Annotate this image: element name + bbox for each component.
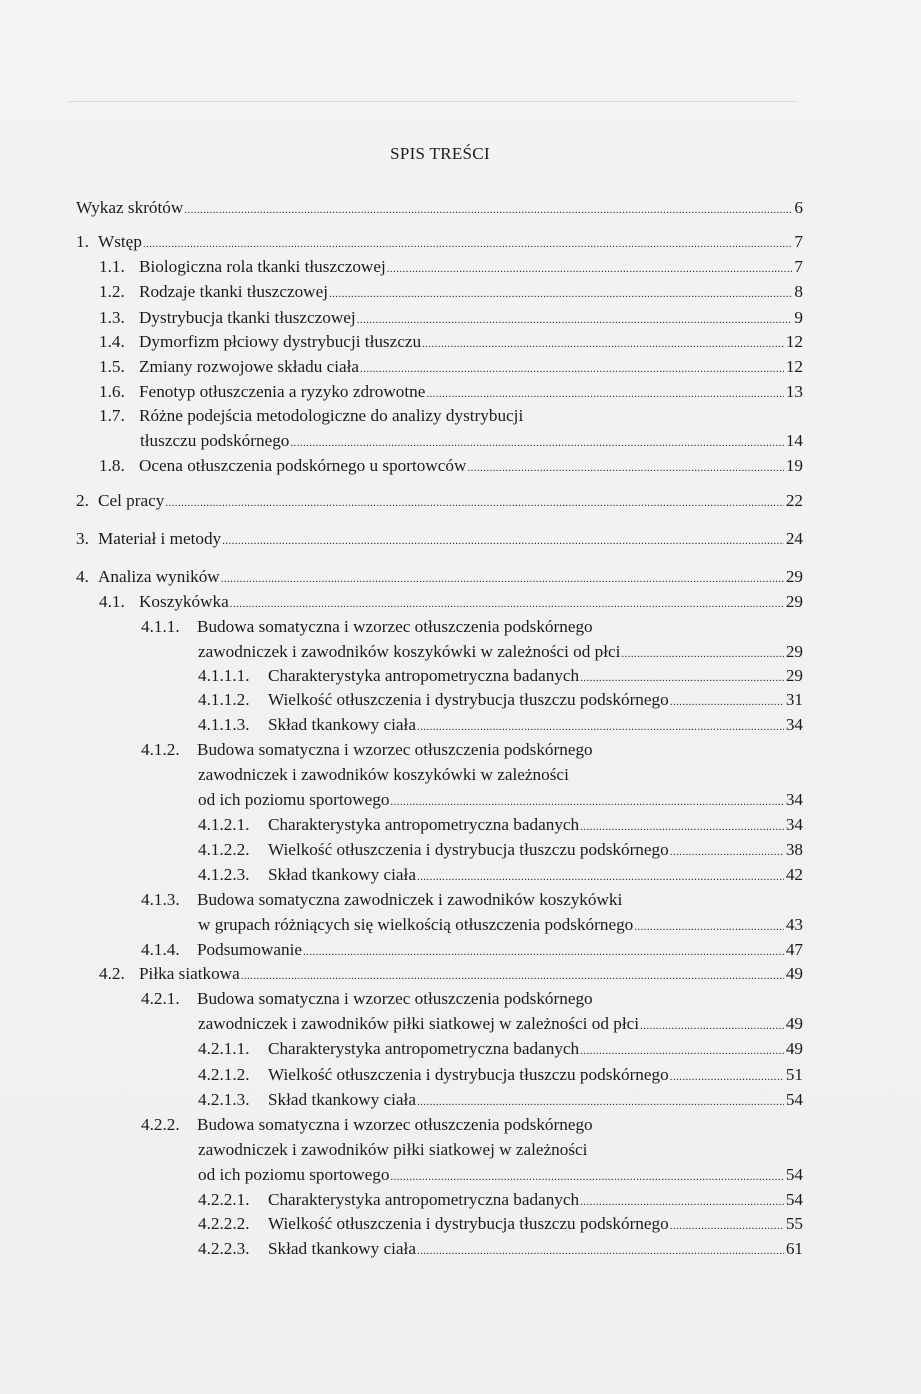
toc-entry <box>76 527 803 551</box>
toc-entry-title: Fenotyp otłuszczenia a ryzyko zdrowotne <box>139 382 426 401</box>
toc-entry-title: od ich poziomu sportowego <box>198 790 390 809</box>
toc-entry <box>140 429 803 453</box>
toc-entry-page-number: 38 <box>785 840 803 859</box>
toc-entry-title: Charakterystyka antropometryczna badanych <box>268 815 580 834</box>
toc-entry-number: 4.2.1. <box>141 989 180 1008</box>
toc-entry-number: 4.1.1.1. <box>198 666 250 685</box>
toc-entry <box>198 1237 803 1261</box>
dot-leader <box>360 357 784 381</box>
toc-entry-title: Charakterystyka antropometryczna badanych <box>268 666 580 685</box>
toc-entry-page-number: 49 <box>785 964 803 983</box>
toc-entry-title: zawodniczek i zawodników koszykówki w zależności od płci <box>198 642 621 661</box>
toc-entry-number: 4.1.3. <box>141 890 180 909</box>
toc-entry-title: Skład tkankowy ciała <box>268 1090 416 1109</box>
toc-entry-title: Materiał i metody <box>98 529 222 548</box>
toc-entry-title: Budowa somatyczna i wzorzec otłuszczenia podskórnego <box>197 617 593 636</box>
toc-entry <box>76 196 803 220</box>
toc-entry <box>198 763 803 787</box>
toc-entry-number: 4.2.2.1. <box>198 1190 250 1209</box>
toc-entry-title: Koszykówka <box>139 592 229 611</box>
toc-entry-page-number: 14 <box>785 431 803 450</box>
toc-entry-title: Budowa somatyczna i wzorzec otłuszczenia podskórnego <box>197 740 593 759</box>
dot-leader <box>241 964 784 988</box>
toc-entry-number: 1. <box>76 232 89 251</box>
dot-leader <box>329 282 792 306</box>
dot-leader <box>670 690 784 714</box>
toc-entry <box>99 404 803 428</box>
toc-entry-page-number: 55 <box>785 1214 803 1233</box>
toc-entry-title: zawodniczek i zawodników koszykówki w zależności <box>198 765 569 784</box>
toc-entry-title: Budowa somatyczna zawodniczek i zawodników koszykówki <box>197 890 623 909</box>
toc-entry-number: 4.1.2.3. <box>198 865 250 884</box>
toc-entry-page-number: 54 <box>785 1165 803 1184</box>
toc-entry-number: 4.1.1. <box>141 617 180 636</box>
toc-entry <box>141 987 803 1011</box>
dot-leader <box>290 431 783 455</box>
dot-leader <box>184 198 792 222</box>
toc-entry-title: Wielkość otłuszczenia i dystrybucja tłuszczu podskórnego <box>268 1214 669 1233</box>
toc-entry-number: 4.2. <box>99 964 125 983</box>
toc-entry-title: Różne podejścia metodologiczne do analizy dystrybucji <box>139 406 524 425</box>
toc-entry <box>198 788 803 812</box>
toc-entry <box>198 713 803 737</box>
toc-entry-page-number: 29 <box>785 642 803 661</box>
toc-entry <box>141 615 803 639</box>
toc-entry-title: Wielkość otłuszczenia i dystrybucja tłuszczu podskórnego <box>268 840 669 859</box>
toc-entry <box>99 280 803 304</box>
dot-leader <box>417 715 784 739</box>
toc-entry <box>99 590 803 614</box>
toc-entry-title: od ich poziomu sportowego <box>198 1165 390 1184</box>
toc-entry-number: 4.1. <box>99 592 125 611</box>
toc-entry <box>141 888 803 912</box>
dot-leader <box>422 332 784 356</box>
toc-entry <box>198 1188 803 1212</box>
toc-entry-page-number: 29 <box>785 666 803 685</box>
toc-entry <box>141 938 803 962</box>
toc-entry-page-number: 13 <box>785 382 803 401</box>
toc-entry-number: 1.3. <box>99 308 125 327</box>
toc-entry-number: 4.2.2.2. <box>198 1214 250 1233</box>
toc-entry-title: Charakterystyka antropometryczna badanych <box>268 1190 580 1209</box>
toc-entry-title: tłuszczu podskórnego <box>140 431 290 450</box>
toc-entry-page-number: 51 <box>785 1065 803 1084</box>
toc-entry-page-number: 61 <box>785 1239 803 1258</box>
toc-entry <box>198 1163 803 1187</box>
toc-entry-page-number: 7 <box>794 257 803 276</box>
toc-entry-page-number: 54 <box>785 1090 803 1109</box>
toc-entry-number: 3. <box>76 529 89 548</box>
toc-entry-number: 4.2.2.3. <box>198 1239 250 1258</box>
toc-entry <box>141 1113 803 1137</box>
toc-entry <box>198 640 803 664</box>
dot-leader <box>670 1214 784 1238</box>
toc-entry <box>99 355 803 379</box>
dot-leader <box>580 666 784 690</box>
dot-leader <box>143 232 792 256</box>
toc-entry-title: Budowa somatyczna i wzorzec otłuszczenia podskórnego <box>197 989 593 1008</box>
toc-entry-number: 4.1.1.2. <box>198 690 250 709</box>
dot-leader <box>417 1090 784 1114</box>
toc-entry <box>76 230 803 254</box>
toc-entry-page-number: 34 <box>785 815 803 834</box>
toc-entry-number: 1.1. <box>99 257 125 276</box>
toc-entry-title: Dystrybucja tkanki tłuszczowej <box>139 308 356 327</box>
toc-entry-number: 1.6. <box>99 382 125 401</box>
toc-entry-number: 4.1.4. <box>141 940 180 959</box>
toc-entry-title: Piłka siatkowa <box>139 964 240 983</box>
toc-entry-title: Dymorfizm płciowy dystrybucji tłuszczu <box>139 332 422 351</box>
toc-entry <box>198 913 803 937</box>
toc-entry-title: Wykaz skrótów <box>76 198 184 217</box>
dot-leader <box>303 940 784 964</box>
dot-leader <box>580 1039 784 1063</box>
toc-entry-number: 4.2.1.3. <box>198 1090 250 1109</box>
toc-entry-title: Analiza wyników <box>98 567 220 586</box>
toc-entry-number: 4.1.2.2. <box>198 840 250 859</box>
toc-entry-page-number: 43 <box>785 915 803 934</box>
toc-entry <box>99 454 803 478</box>
dot-leader <box>580 815 784 839</box>
toc-entry-page-number: 22 <box>785 491 803 510</box>
toc-entry-number: 4.1.1.3. <box>198 715 250 734</box>
dot-leader <box>670 1065 784 1089</box>
toc-entry-title: Wielkość otłuszczenia i dystrybucja tłuszczu podskórnego <box>268 1065 669 1084</box>
toc-entry-page-number: 6 <box>794 198 803 217</box>
dot-leader <box>621 642 783 666</box>
toc-entry-page-number: 42 <box>785 865 803 884</box>
toc-entry-number: 4.2.2. <box>141 1115 180 1134</box>
toc-entry <box>198 1012 803 1036</box>
toc-entry-title: Zmiany rozwojowe składu ciała <box>139 357 360 376</box>
toc-entry-number: 1.7. <box>99 406 125 425</box>
toc-entry <box>198 688 803 712</box>
dot-leader <box>357 308 793 332</box>
toc-entry <box>99 962 803 986</box>
toc-entry <box>198 1037 803 1061</box>
toc-entry <box>198 813 803 837</box>
toc-entry <box>198 863 803 887</box>
dot-leader <box>221 567 784 591</box>
toc-entry-page-number: 9 <box>794 308 803 327</box>
toc-entry-title: Charakterystyka antropometryczna badanych <box>268 1039 580 1058</box>
dot-leader <box>390 790 783 814</box>
toc-entry-title: Ocena otłuszczenia podskórnego u sportowców <box>139 456 467 475</box>
toc-entry <box>99 380 803 404</box>
toc-entry-number: 1.2. <box>99 282 125 301</box>
toc-entry-page-number: 29 <box>785 592 803 611</box>
toc-entry-number: 1.8. <box>99 456 125 475</box>
dot-leader <box>426 382 783 406</box>
toc-entry <box>99 330 803 354</box>
dot-leader <box>670 840 784 864</box>
toc-entry <box>198 1063 803 1087</box>
dot-leader <box>222 529 784 553</box>
toc-entry-number: 4.1.2.1. <box>198 815 250 834</box>
toc-entry-page-number: 8 <box>794 282 803 301</box>
toc-entry-page-number: 31 <box>785 690 803 709</box>
toc-entry-number: 4.1.2. <box>141 740 180 759</box>
toc-entry-page-number: 54 <box>785 1190 803 1209</box>
toc-entry <box>141 738 803 762</box>
dot-leader <box>417 1239 784 1263</box>
toc-entry-number: 1.5. <box>99 357 125 376</box>
toc-entry-number: 4.2.1.1. <box>198 1039 250 1058</box>
toc-entry-title: w grupach różniących się wielkością otłuszczenia podskórnego <box>198 915 634 934</box>
toc-entry-number: 2. <box>76 491 89 510</box>
toc-entry <box>198 1212 803 1236</box>
toc-entry-page-number: 12 <box>785 357 803 376</box>
toc-entry <box>198 838 803 862</box>
toc-entry-title: zawodniczek i zawodników piłki siatkowej w zależności <box>198 1140 588 1159</box>
dot-leader <box>165 491 783 515</box>
toc-entry-page-number: 34 <box>785 790 803 809</box>
toc-entry-page-number: 49 <box>785 1039 803 1058</box>
toc-entry-title: Skład tkankowy ciała <box>268 715 416 734</box>
toc-entry-title: Skład tkankowy ciała <box>268 1239 416 1258</box>
toc-entry-page-number: 34 <box>785 715 803 734</box>
toc-entry-number: 4.2.1.2. <box>198 1065 250 1084</box>
toc-entry-title: Wstęp <box>98 232 142 251</box>
toc-entry-title: Cel pracy <box>98 491 165 510</box>
page-title: SPIS TREŚCI <box>390 144 490 163</box>
toc-entry-number: 4. <box>76 567 89 586</box>
toc-entry <box>198 1138 803 1162</box>
toc-entry-page-number: 12 <box>785 332 803 351</box>
toc-entry-title: Rodzaje tkanki tłuszczowej <box>139 282 328 301</box>
toc-entry <box>99 255 803 279</box>
toc-entry <box>76 489 803 513</box>
toc-entry-page-number: 7 <box>794 232 803 251</box>
toc-entry-page-number: 47 <box>785 940 803 959</box>
toc-entry-page-number: 19 <box>785 456 803 475</box>
toc-entry <box>99 306 803 330</box>
dot-leader <box>467 456 783 480</box>
dot-leader <box>634 915 784 939</box>
dot-leader <box>580 1190 784 1214</box>
toc-entry-number: 1.4. <box>99 332 125 351</box>
dot-leader <box>387 257 793 281</box>
toc-entry-title: Wielkość otłuszczenia i dystrybucja tłuszczu podskórnego <box>268 690 669 709</box>
dot-leader <box>230 592 784 616</box>
dot-leader <box>390 1165 783 1189</box>
toc-entry-page-number: 49 <box>785 1014 803 1033</box>
toc-entry-title: Skład tkankowy ciała <box>268 865 416 884</box>
dot-leader <box>640 1014 784 1038</box>
toc-entry <box>198 664 803 688</box>
toc-entry-title: Biologiczna rola tkanki tłuszczowej <box>139 257 386 276</box>
dot-leader <box>417 865 784 889</box>
toc-entry-title: Budowa somatyczna i wzorzec otłuszczenia podskórnego <box>197 1115 593 1134</box>
toc-entry-title: Podsumowanie <box>197 940 303 959</box>
toc-entry-page-number: 29 <box>785 567 803 586</box>
toc-entry <box>198 1088 803 1112</box>
toc-entry <box>76 565 803 589</box>
toc-entry-page-number: 24 <box>785 529 803 548</box>
toc-entry-title: zawodniczek i zawodników piłki siatkowej w zależności od płci <box>198 1014 640 1033</box>
